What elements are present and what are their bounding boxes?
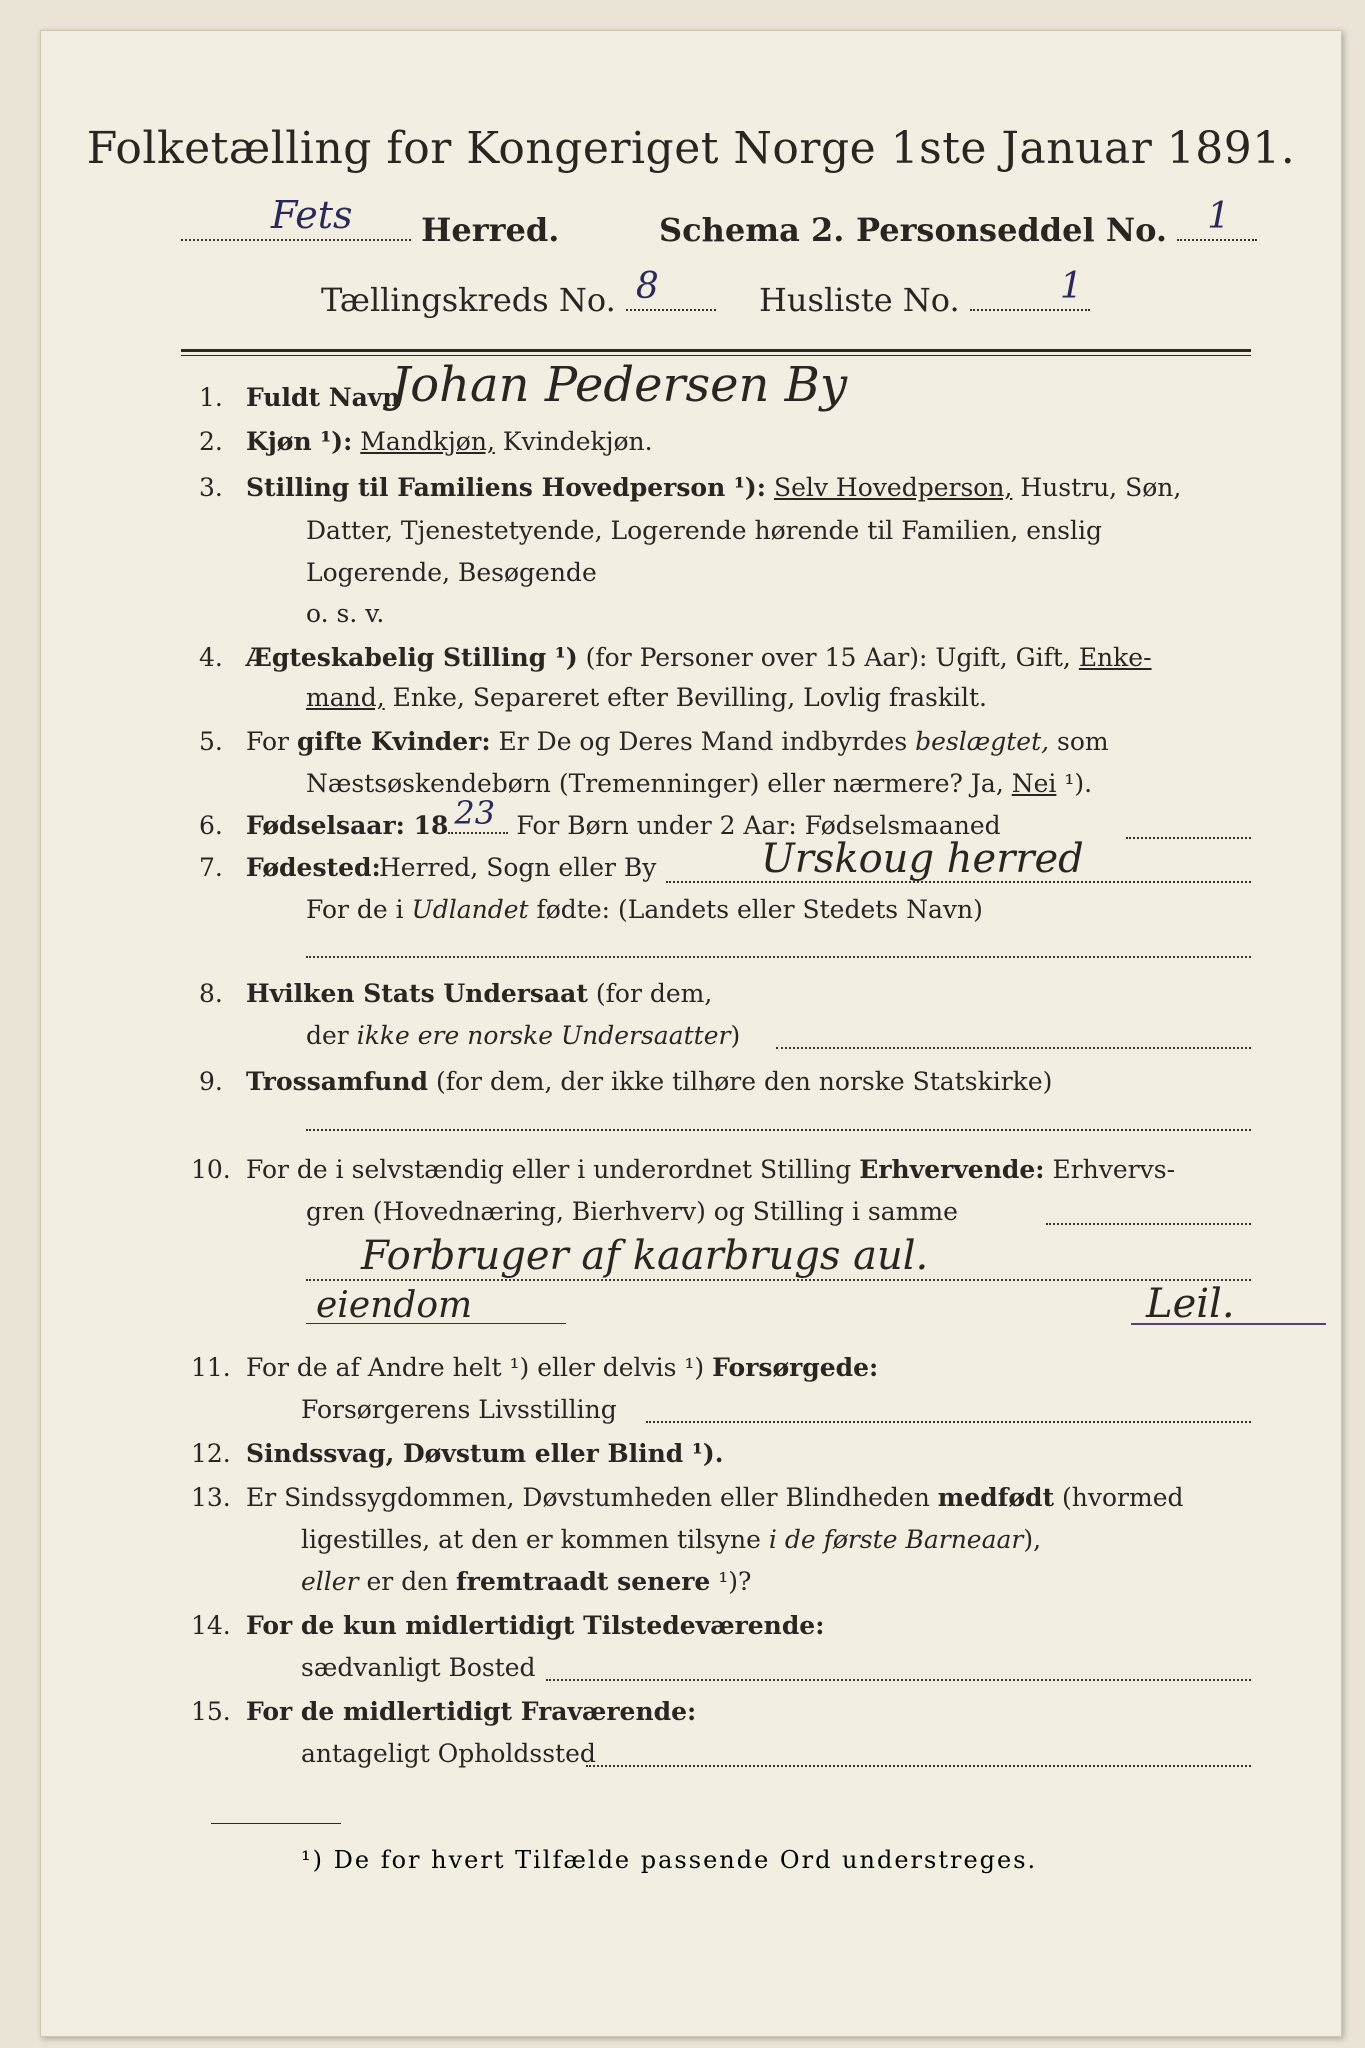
q7-label-rest: Herred, Sogn eller By [379, 853, 657, 882]
kreds-value: 8 [635, 266, 659, 307]
q15-field [586, 1765, 1251, 1767]
q6-label: Fødselsaar: 18 [246, 811, 449, 840]
husliste-value: 1 [1059, 266, 1083, 307]
q4-opt-enke: Enke- [1078, 643, 1152, 672]
q11-number: 11. [191, 1353, 231, 1382]
q7-line2 [306, 895, 983, 924]
q2-line [246, 427, 653, 456]
q10-field-1 [1046, 1223, 1251, 1225]
q13-line3-c: ¹)? [718, 1567, 752, 1596]
q4-line2 [306, 683, 987, 712]
q11-line1 [246, 1353, 878, 1382]
q10-value-2: eiendom [316, 1285, 473, 1326]
q2-opt-kvindekjon: Kvindekjøn. [502, 427, 653, 456]
q6-year-value: 23 [454, 794, 496, 832]
footnote-rule [211, 1823, 341, 1824]
q3-rest: Hustru, Søn, [1020, 473, 1182, 502]
q10-rest: Erhvervs- [1052, 1155, 1176, 1184]
q11-field [646, 1421, 1251, 1423]
personseddel-field [1177, 196, 1257, 241]
q13-label: Er Sindssygdommen, Døvstumheden eller Blindheden [246, 1483, 930, 1512]
q9-rest: (for dem, der ikke tilhøre den norske Statskirke) [435, 1067, 1053, 1096]
q3-line2: Datter, Tjenestetyende, Logerende hørende til Familien, enslig [306, 516, 1103, 545]
q8-rest: (for dem, [595, 979, 713, 1008]
q5-label-a: For [246, 727, 289, 756]
q13-senere: fremtraadt senere [456, 1567, 711, 1596]
q13-medfodt: medfødt [937, 1483, 1055, 1512]
q11-label-a: For de af Andre helt ¹) eller delvis ¹) [246, 1353, 705, 1382]
q15-number: 15. [191, 1697, 231, 1726]
footnote: ¹) De for hvert Tilfælde passende Ord understreges. [301, 1846, 1038, 1874]
q13-number: 13. [191, 1483, 231, 1512]
q8-line1 [246, 979, 712, 1008]
q8-line2-a: der [306, 1021, 349, 1050]
q7-label: Fødested: [246, 853, 381, 882]
q14-label: For de kun midlertidigt Tilstedeværende: [246, 1611, 825, 1640]
q15-line2: antageligt Opholdssted [301, 1739, 596, 1768]
q6-month-field [1126, 837, 1251, 839]
header-rule [181, 349, 1251, 352]
q1-number: 1. [199, 383, 223, 412]
q3-line4: o. s. v. [306, 599, 385, 628]
personseddel-label: Personseddel No. [856, 211, 1167, 249]
q8-label: Hvilken Stats Undersaat [246, 979, 588, 1008]
census-form-sheet [40, 30, 1342, 2037]
q7-number: 7. [199, 853, 223, 882]
q3-line1 [246, 473, 1181, 502]
q14-line2: sædvanligt Bosted [301, 1653, 536, 1682]
personseddel-line [856, 196, 1257, 249]
q6-year-field [448, 794, 508, 834]
q13-line1 [246, 1483, 1184, 1512]
q4-rest: (for Personer over 15 Aar): Ugift, Gift, [585, 643, 1071, 672]
q5-line2-end: ¹). [1064, 769, 1093, 798]
q6-rest: For Børn under 2 Aar: Fødselsmaaned [516, 811, 1001, 840]
q9-line1 [246, 1067, 1052, 1096]
q14-field [546, 1679, 1251, 1681]
q2-opt-mandkjon: Mandkjøn, [360, 427, 495, 456]
q11-line2: Forsørgerens Livsstilling [301, 1395, 617, 1424]
q5-line2-text: Næstsøskendebørn (Tremenninger) eller nærmere? Ja, [306, 769, 1004, 798]
q5-rest: Er De og Deres Mand indbyrdes [498, 727, 908, 756]
q3-opt-selv: Selv Hovedperson, [773, 473, 1013, 502]
q13-rest: (hvormed [1062, 1483, 1184, 1512]
q6-number: 6. [199, 811, 223, 840]
husliste-field [970, 266, 1090, 311]
form-title: Folketælling for Kongeriget Norge 1ste Januar 1891. [86, 123, 1296, 174]
q5-line2 [306, 769, 1092, 798]
q7-value: Urskoug herred [761, 836, 1084, 882]
q1-value: Johan Pedersen By [391, 357, 848, 413]
q13-line3 [301, 1567, 751, 1596]
q9-number: 9. [199, 1067, 223, 1096]
q13-eller: eller [301, 1567, 359, 1596]
q3-label: Stilling til Familiens Hovedperson ¹): [246, 473, 766, 502]
q7-line2-b: fødte: (Landets eller Stedets Navn) [536, 895, 983, 924]
q15-label: For de midlertidigt Fraværende: [246, 1697, 697, 1726]
q10-value-3: Leil. [1146, 1281, 1235, 1327]
q10-line2: gren (Hovednæring, Bierhverv) og Stilling i samme [306, 1197, 958, 1226]
q1-label: Fuldt Navn [246, 383, 401, 412]
q5-line1 [246, 727, 1109, 756]
q5-label-b: gifte Kvinder: [296, 727, 491, 756]
q4-line2-rest: Enke, Separeret efter Bevilling, Lovlig fraskilt. [392, 683, 987, 712]
kreds-line [321, 266, 716, 319]
herred-line [181, 193, 560, 249]
q13-line2-b: ), [1023, 1525, 1042, 1554]
kreds-label: Tællingskreds No. [321, 281, 616, 319]
q10-label-b: Erhvervende: [859, 1155, 1045, 1184]
q4-label: Ægteskabelig Stilling ¹) [246, 643, 578, 672]
q4-number: 4. [199, 643, 223, 672]
q10-line-a [306, 1323, 566, 1324]
q13-line2-i: i de første Barneaar [768, 1525, 1024, 1554]
husliste-line [759, 266, 1090, 319]
q9-label: Trossamfund [246, 1067, 429, 1096]
q8-line2: der ikke ere norske Undersaatter) [306, 1021, 741, 1050]
q9-field [306, 1129, 1251, 1131]
q12-number: 12. [191, 1439, 231, 1468]
q14-number: 14. [191, 1611, 231, 1640]
header-rule-thin [181, 355, 1251, 356]
herred-field [181, 193, 411, 241]
schema-label: Schema 2. [659, 211, 845, 249]
q10-value-1: Forbruger af kaarbrugs aul. [361, 1233, 929, 1279]
kreds-field [626, 266, 716, 311]
q11-label-b: Forsørgede: [712, 1353, 879, 1382]
q4-line1 [246, 643, 1152, 672]
q12-label: Sindssvag, Døvstum eller Blind ¹). [246, 1439, 724, 1468]
q10-line-b [1131, 1323, 1326, 1325]
herred-value: Fets [271, 193, 353, 237]
personseddel-value: 1 [1207, 196, 1231, 237]
q5-beslaegtet: beslægtet, [915, 727, 1050, 756]
q8-field [776, 1047, 1251, 1049]
q4-opt-mand: mand, [306, 683, 385, 712]
q10-number: 10. [191, 1155, 231, 1184]
q5-opt-nei: Nei [1011, 769, 1057, 798]
q7-line2-a: For de i [306, 895, 404, 924]
q2-number: 2. [199, 427, 223, 456]
q7-udlandet: Udlandet [411, 895, 529, 924]
q3-line3: Logerende, Besøgende [306, 558, 597, 587]
q5-number: 5. [199, 727, 223, 756]
herred-label: Herred. [421, 211, 560, 249]
q8-line2-i: ikke ere norske Undersaatter [356, 1021, 731, 1050]
q2-label: Kjøn ¹): [246, 427, 353, 456]
q13-line2-a: ligestilles, at den er kommen tilsyne [301, 1525, 761, 1554]
q13-line2 [301, 1525, 1041, 1554]
q7-foreign-field [306, 956, 1251, 958]
husliste-label: Husliste No. [759, 281, 960, 319]
q3-number: 3. [199, 473, 223, 502]
q10-field-2 [306, 1279, 1251, 1281]
q10-line1 [246, 1155, 1175, 1184]
q10-label: For de i selvstændig eller i underordnet Stilling [246, 1155, 852, 1184]
q5-som: som [1057, 727, 1109, 756]
q8-number: 8. [199, 979, 223, 1008]
q13-line3-a: er den [366, 1567, 449, 1596]
